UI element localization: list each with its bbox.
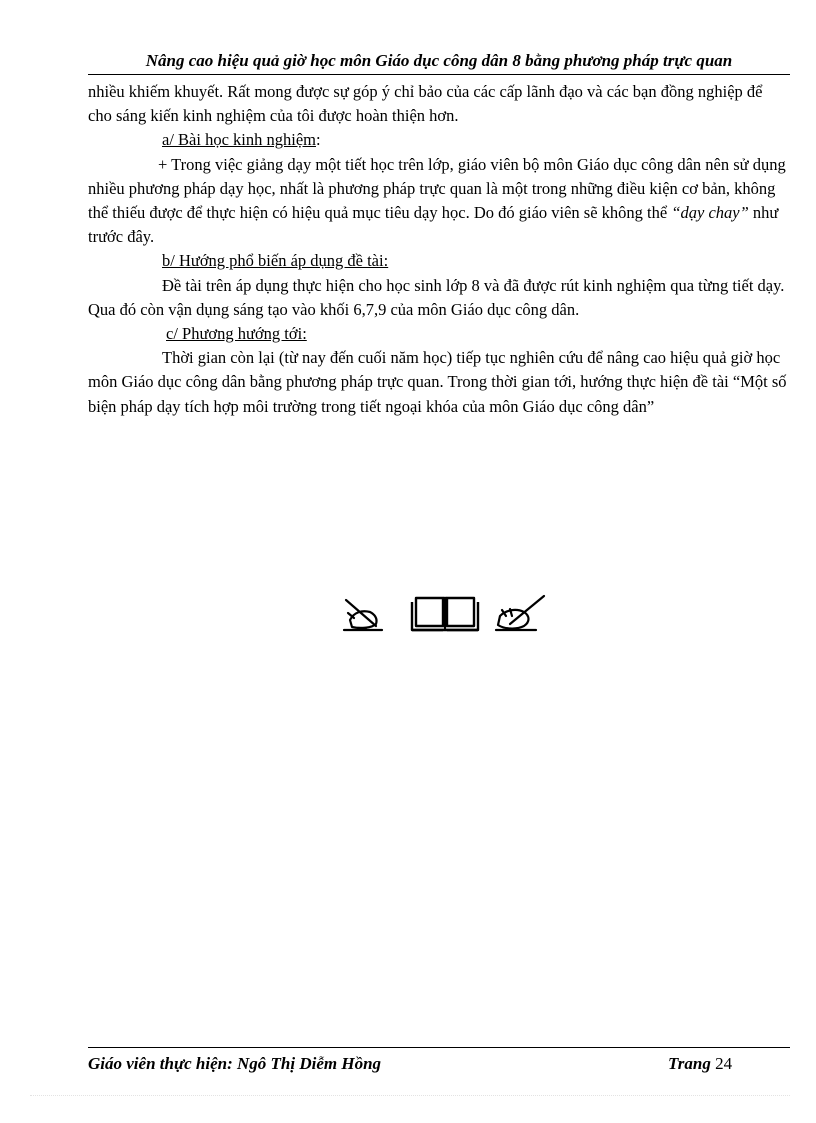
writing-hand-icon <box>496 596 544 630</box>
section-a-paragraph <box>88 153 790 250</box>
open-book-icon <box>412 598 478 630</box>
page-label: Trang <box>668 1054 711 1073</box>
section-a-heading <box>88 128 790 152</box>
page-footer <box>88 1047 790 1075</box>
page-number-group <box>668 1053 732 1075</box>
section-a-text-after: như trước đây. <box>88 203 779 247</box>
footer-author: Giáo viên thực hiện: Ngô Thị Diễm Hồng <box>88 1054 382 1073</box>
section-b-paragraph: Đề tài trên áp dụng thực hiện cho học sinh lớp 8 và đã được rút kinh nghiệm qua từng tiết dạy. Qua đó còn vận dụng sáng tạo vào khối 6,7,9 của môn Giáo dục công dân. <box>88 275 785 319</box>
section-a-heading-colon: : <box>315 130 321 150</box>
section-b-heading <box>88 249 790 273</box>
section-b-heading-text: b/ Hướng phổ biến áp dụng đề tài: <box>162 251 389 271</box>
section-c-heading <box>88 322 790 346</box>
writing-hand-icon <box>344 600 382 630</box>
intro-paragraph: nhiều khiếm khuyết. Rất mong được sự góp ý chỉ bảo của các cấp lãnh đạo và các bạn đồng nghiệp để cho sáng kiến kinh nghiệm của tôi được hoàn thiện hơn. <box>88 82 763 126</box>
page-bottom-divider <box>30 1095 790 1096</box>
ornament-graphic <box>340 592 550 636</box>
document-body <box>88 80 790 419</box>
section-a-italic-phrase: “dạy chay” <box>671 203 749 223</box>
decorative-ornament <box>340 592 550 636</box>
section-c-heading-text: c/ Phương hướng tới: <box>166 324 307 344</box>
section-c-paragraph: Thời gian còn lại (từ nay đến cuối năm học) tiếp tục nghiên cứu để nâng cao hiệu quả giờ học môn Giáo dục công dân bằng phương pháp trực quan. Trong thời gian tới, hướng thực hiện đề tài “Một số biện pháp dạy tích hợp môi trường trong tiết ngoại khóa của môn Giáo dục công dân” <box>88 348 787 416</box>
page-header <box>88 50 790 75</box>
section-a-text-before: + Trong việc giảng dạy một tiết học trên lớp, giáo viên bộ môn Giáo dục công dân nên sử dụng nhiều phương pháp dạy học, nhất là phương pháp trực quan là một trong những điều kiện cơ bản, không thể thiếu được để thực hiện có hiệu quả mục tiêu dạy học. Do đó giáo viên sẽ không thể <box>88 154 786 223</box>
page-number: 24 <box>715 1054 733 1073</box>
header-title: Nâng cao hiệu quả giờ học môn Giáo dục công dân 8 bằng phương pháp trực quan <box>145 51 733 70</box>
section-a-heading-text: a/ Bài học kinh nghiệm <box>162 130 316 150</box>
